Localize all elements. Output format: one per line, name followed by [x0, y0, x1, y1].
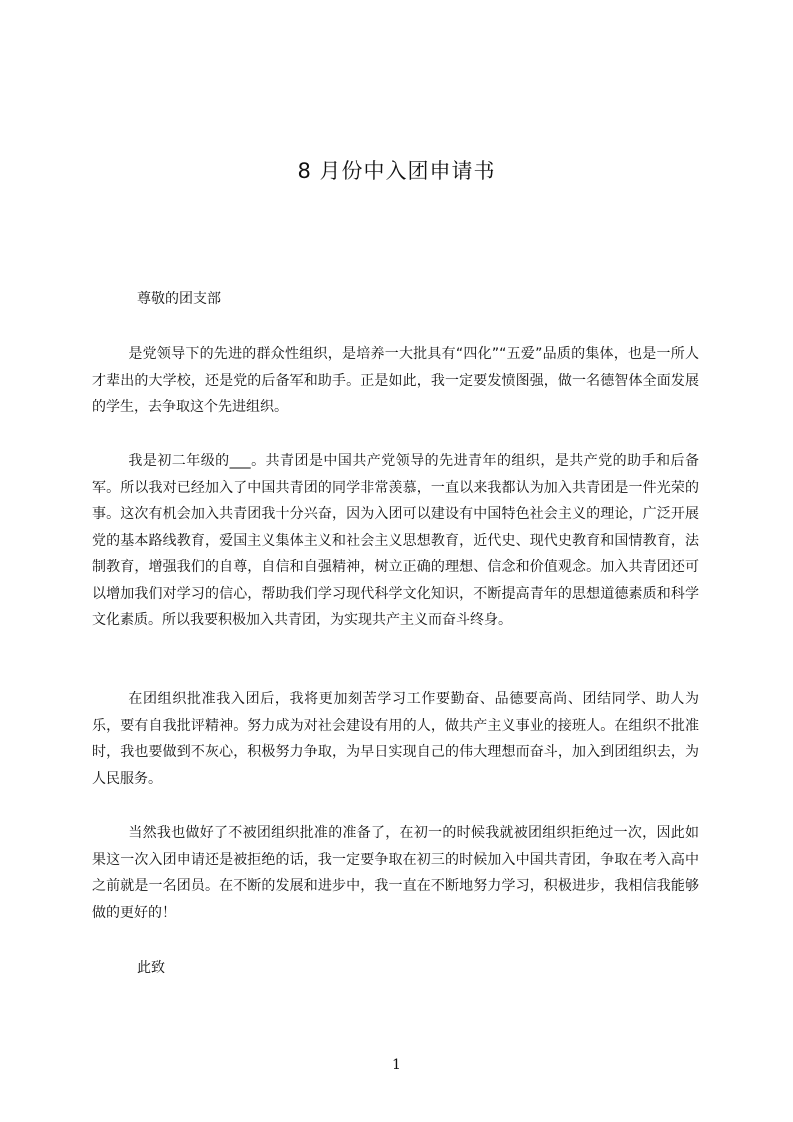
body-paragraph-3: 在团组织批准我入团后，我将更加刻苦学习工作要勤奋、品德要高尚、团结同学、助人为乐，要有自我批评精神。努力成为对社会建设有用的人，做共产主义事业的接班人。在组织不批准时，我也要做到不灰心，积极努力争取，为早日实现自己的伟大理想而奋斗，加入到团组织去，为人民服务。: [92, 691, 699, 787]
closing-phrase: 此致: [137, 960, 165, 976]
body-paragraph-1: 是党领导下的先进的群众性组织，是培养一大批具有“四化”“五爱”品质的集体，也是一所人才辈出的大学校，还是党的后备军和助手。正是如此，我一定要发愤图强，做一名德智体全面发展的学生，去争取这个先进组织。: [92, 346, 699, 415]
document-title: 8 月份中入团申请书: [297, 159, 496, 184]
body-paragraph-2: 我是初二年级的___。共青团是中国共产党领导的先进青年的组织，是共产党的助手和后备军。所以我对已经加入了中国共青团的同学非常羡慕，一直以来我都认为加入共青团是一件光荣的事。这次有机会加入共青团我十分兴奋，因为入团可以建设有中国特色社会主义的理论，广泛开展党的基本路线教育，爱国主义集体主义和社会主义思想教育，近代史、现代史教育和国情教育，法制教育，增强我们的自尊，自信和自强精神，树立正确的理想、信念和价值观念。加入共青团还可以增加我们对学习的信心，帮助我们学习现代科学文化知识，不断提高青年的思想道德素质和科学文化素质。所以我要积极加入共青团，为实现共产主义而奋斗终身。: [92, 453, 699, 628]
body-paragraph-4: 当然我也做好了不被团组织批准的准备了，在初一的时候我就被团组织拒绝过一次，因此如果这一次入团申请还是被拒绝的话，我一定要争取在初三的时候加入中国共青团，争取在考入高中之前就是一名团员。在不断的发展和进步中，我一直在不断地努力学习，积极进步，我相信我能够做的更好的！: [92, 825, 699, 921]
salutation: 尊敬的团支部: [137, 291, 221, 307]
page-number: 1: [392, 1057, 401, 1073]
